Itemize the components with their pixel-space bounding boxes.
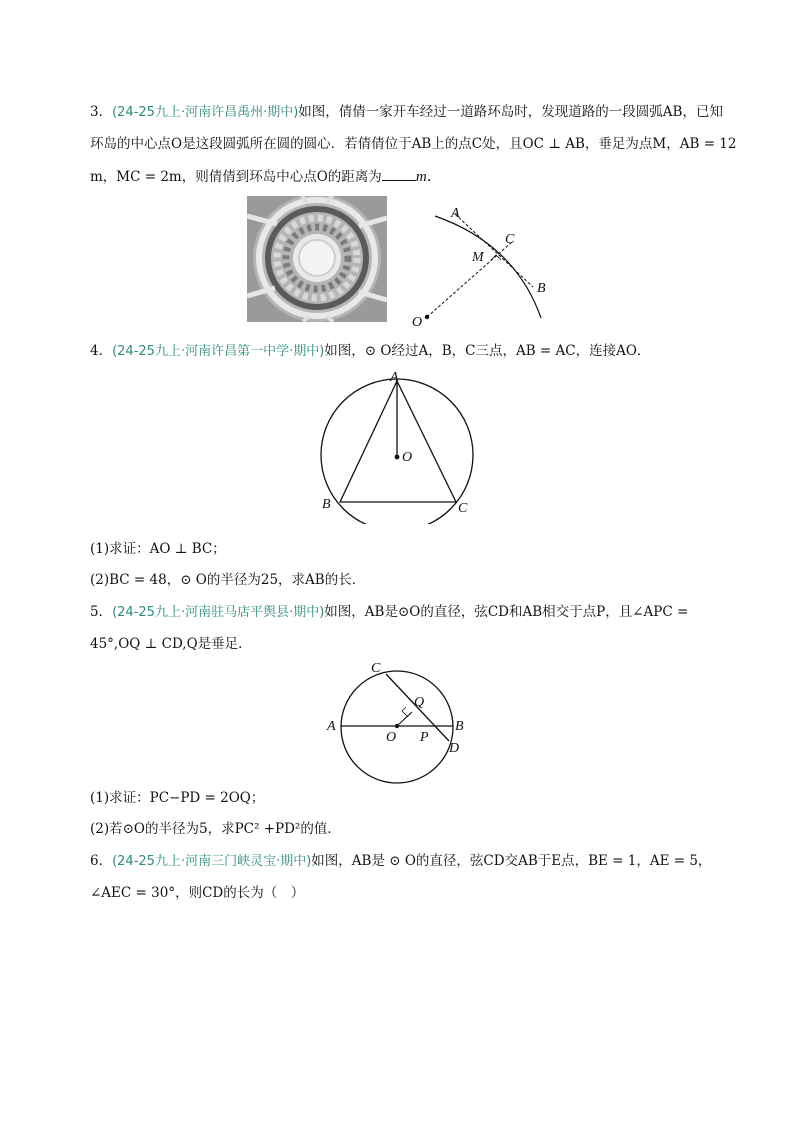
triangle-abc bbox=[340, 381, 456, 502]
q4-sub1 bbox=[90, 539, 720, 559]
q4-sub2 bbox=[90, 570, 720, 590]
q4-line1 bbox=[90, 341, 720, 362]
label-a: A bbox=[451, 206, 460, 221]
label-c: C bbox=[458, 501, 468, 516]
q5-text-2: 45°,OQ ⊥ CD,Q是垂足． bbox=[90, 636, 252, 652]
q3-text-3b: m． bbox=[415, 169, 442, 185]
q6-text-1: 如图，AB是 ⊙ O的直径，弦CD交AB于E点，BE = 1，AE = 5， bbox=[311, 853, 712, 869]
q3-text-1: 如图，倩倩一家开车经过一道路环岛时，发现道路的一段圆弧AB，已知 bbox=[298, 104, 723, 120]
q5-text-1: 如图，AB是⊙O的直径，弦CD和AB相交于点P，且∠APC = bbox=[324, 604, 689, 620]
q5-sub1-text: (1)求证：PC−PD = 2OQ； bbox=[90, 790, 265, 806]
segment-oc bbox=[427, 242, 512, 317]
label-d: D bbox=[449, 741, 460, 756]
q4-source: (24-25九上·河南许昌第一中学·期中) bbox=[112, 344, 325, 359]
q3-line3 bbox=[90, 166, 720, 187]
circle-triangle-diagram bbox=[318, 364, 478, 524]
right-angle-mark bbox=[402, 707, 408, 717]
q5-sub2 bbox=[90, 819, 720, 839]
roundabout-photo bbox=[247, 196, 387, 322]
q5-line1 bbox=[90, 602, 720, 623]
q4-sub1-text: (1)求证：AO ⊥ BC； bbox=[90, 541, 226, 557]
q5-source: (24-25九上·河南驻马店平舆县·期中) bbox=[112, 605, 325, 620]
q6-number: 6． bbox=[90, 853, 113, 869]
q3-line1 bbox=[90, 102, 723, 123]
q6-source: (24-25九上·河南三门峡灵宝·期中) bbox=[112, 854, 312, 869]
q4-text-1: 如图，⊙ O经过A，B，C三点，AB = AC，连接AO． bbox=[324, 343, 651, 359]
answer-blank bbox=[382, 166, 416, 181]
center-o bbox=[395, 455, 400, 460]
q3-text-2: 环岛的中心点O是这段圆弧所在圆的圆心．若倩倩位于AB上的点C处，且OC ⊥ AB，垂足为点M，AB = 12 bbox=[90, 136, 737, 152]
q3-line2 bbox=[90, 134, 737, 154]
q3-number: 3． bbox=[90, 104, 113, 120]
label-b: B bbox=[322, 497, 331, 512]
q4-sub2-text: (2)BC = 48，⊙ O的半径为25，求AB的长． bbox=[90, 572, 366, 588]
q5-number: 5． bbox=[90, 604, 113, 620]
label-a: A bbox=[327, 719, 336, 734]
label-a: A bbox=[390, 370, 399, 385]
q5-line2 bbox=[90, 634, 720, 654]
label-o: O bbox=[402, 450, 413, 465]
center-o bbox=[395, 724, 399, 728]
label-m: M bbox=[472, 250, 484, 265]
label-b: B bbox=[455, 719, 464, 734]
chord-ab bbox=[455, 214, 533, 287]
label-q: Q bbox=[414, 695, 425, 710]
arc-diagram bbox=[405, 200, 555, 330]
q4-number: 4． bbox=[90, 343, 113, 359]
label-c: C bbox=[371, 661, 381, 676]
label-c: C bbox=[505, 232, 515, 247]
q5-sub1 bbox=[90, 788, 720, 808]
arc-ab bbox=[435, 216, 541, 318]
q6-line2 bbox=[90, 883, 720, 903]
circle-chord-diagram bbox=[322, 655, 472, 785]
q3-source: (24-25九上·河南许昌禹州·期中) bbox=[112, 105, 299, 120]
q3-text-3a: m，MC = 2m，则倩倩到环岛中心点O的距离为 bbox=[90, 169, 382, 185]
label-o: O bbox=[386, 730, 397, 745]
segment-oq bbox=[397, 712, 412, 726]
q5-sub2-text: (2)若⊙O的半径为5，求PC² +PD²的值． bbox=[90, 821, 341, 837]
point-o bbox=[425, 315, 429, 319]
q6-text-2: ∠AEC = 30°，则CD的长为（ ） bbox=[90, 885, 305, 901]
q6-line1 bbox=[90, 851, 720, 872]
label-o: O bbox=[412, 315, 423, 330]
label-p: P bbox=[420, 730, 429, 745]
label-b: B bbox=[537, 281, 546, 296]
